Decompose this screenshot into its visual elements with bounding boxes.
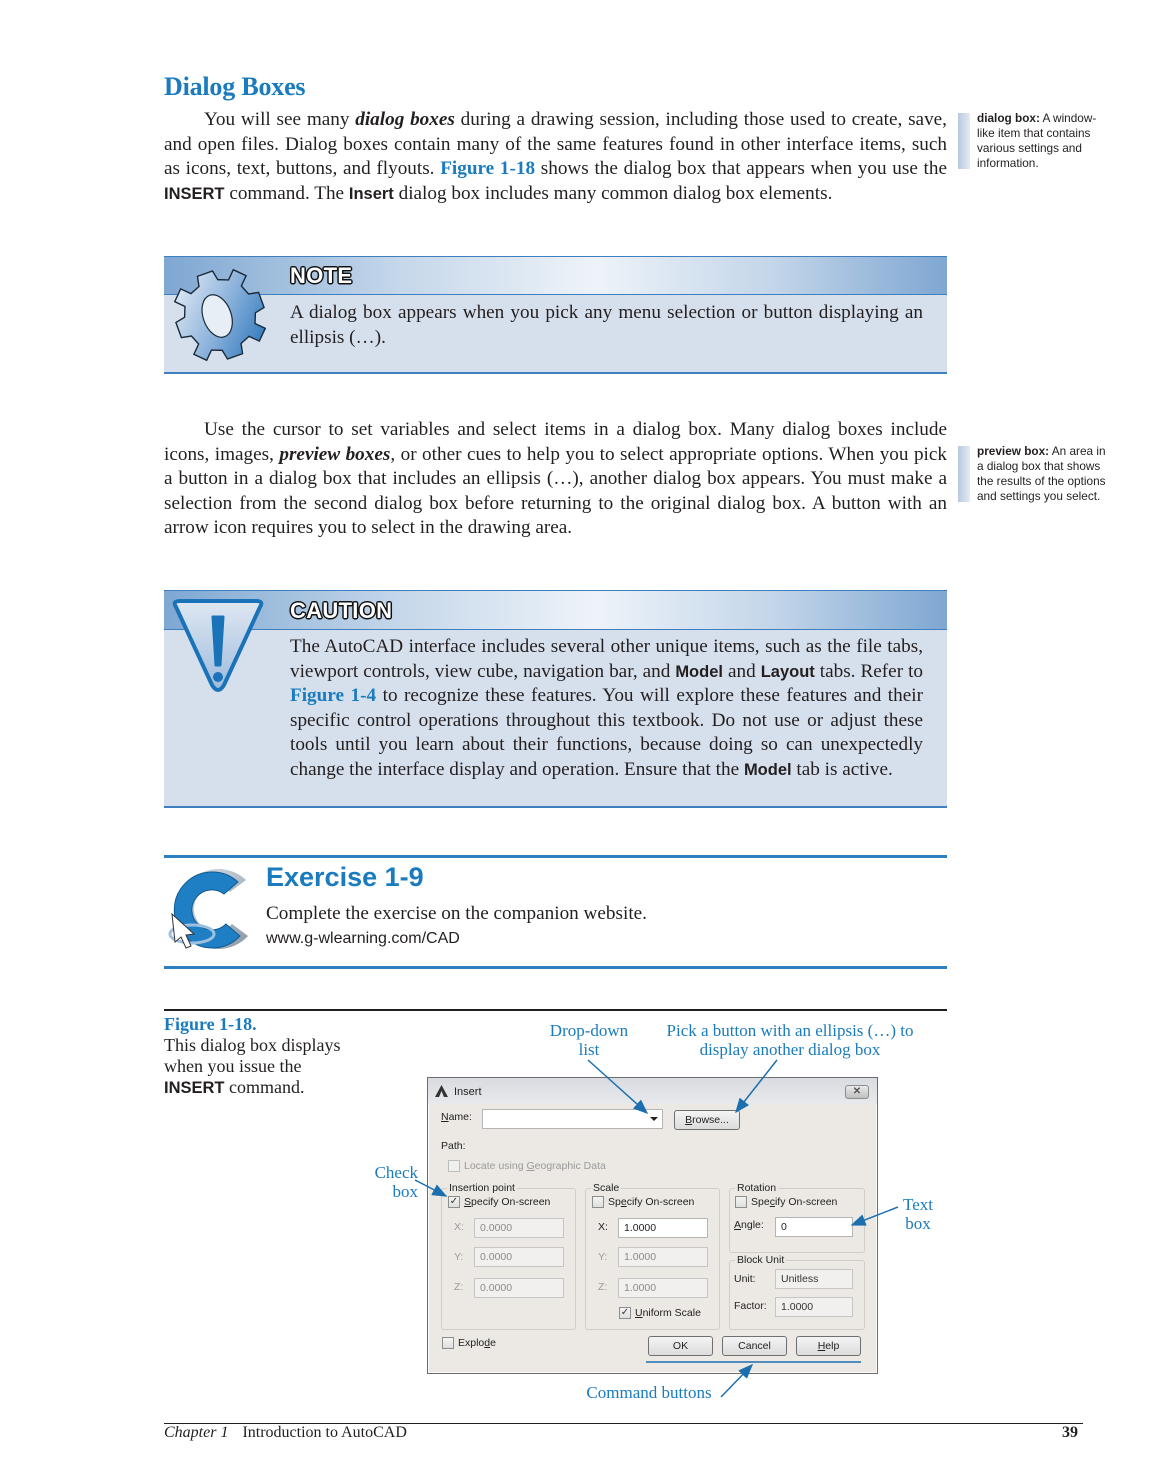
path-label: Path:: [441, 1140, 466, 1152]
uniform-scale-label: Uniform Scale: [635, 1307, 701, 1319]
factor-label: Factor:: [734, 1300, 767, 1312]
scale-z-label: Z:: [598, 1281, 608, 1293]
angle-field[interactable]: 0: [775, 1217, 853, 1237]
annotation-command-buttons: Command buttons: [586, 1383, 712, 1402]
block-unit-group: Block Unit: [729, 1260, 865, 1330]
figure-caption: Figure 1-18. This dialog box displays when you issue the INSERT command.: [164, 1014, 344, 1099]
uniform-scale-checkbox[interactable]: ✓: [620, 1307, 630, 1318]
help-button[interactable]: Help: [796, 1336, 861, 1356]
caution-text: The AutoCAD interface includes several other unique items, such as the file tabs, viewport controls, view cube, navigation bar, and Model and Layout tabs. Refer to Figure 1-4 to recognize these features. You will explore these features and their specific control operations throughout this textbook. Do not use or adjust these tools until you learn about their functions, because doing so can unexpectedly change the interface display and operation. Ensure that the Model tab is active.: [290, 636, 923, 780]
ok-button[interactable]: OK: [648, 1336, 713, 1356]
insertion-y-field[interactable]: 0.0000: [474, 1247, 564, 1267]
term-preview-boxes: preview boxes: [279, 443, 391, 465]
scale-x-label: X:: [598, 1221, 608, 1233]
annotation-text-box: Text box: [903, 1195, 933, 1233]
scale-z-field[interactable]: 1.0000: [618, 1278, 708, 1298]
caution-title: CAUTION: [290, 598, 393, 623]
insertion-y-label: Y:: [454, 1251, 464, 1263]
scale-y-field[interactable]: 1.0000: [618, 1247, 708, 1267]
note-text: A dialog box appears when you pick any menu selection or button displaying an ellipsis (…).: [290, 302, 923, 348]
cancel-button[interactable]: Cancel: [722, 1336, 787, 1356]
term-dialog-boxes: dialog boxes: [355, 109, 455, 130]
insertion-x-label: X:: [454, 1221, 464, 1233]
paragraph-dialog-boxes: You will see many dialog boxes during a drawing session, including those used to create, save, and open files. Dialog boxes contain many of the same features found in other interface items, such as icons, text, buttons, and flyouts. Figure 1-18 shows the dialog box that appears when you use the INSERT command. The Insert dialog box includes many common dialog box elements.: [164, 109, 948, 204]
dialog-name: Insert: [348, 184, 394, 203]
command-name: INSERT: [164, 184, 225, 203]
explode-label: Explode: [458, 1337, 496, 1349]
scale-group: Scale: [585, 1188, 720, 1330]
exercise-title: Exercise 1-9: [266, 862, 424, 892]
scale-specify-onscreen-label: Specify On-screen: [608, 1196, 695, 1208]
note-title: NOTE: [290, 263, 353, 288]
paragraph-dialog-usage: Use the cursor to set variables and select items in a dialog box. Many dialog boxes include icons, images, preview boxes, or other cues to help you to select appropriate options. When you pick a button in a dialog box that includes an ellipsis (…), another dialog box appears. You must make a selection from the second dialog box before returning to the original dialog box. A button with an arrow icon requires you to select in the drawing area.: [164, 419, 947, 538]
name-label: Name:: [441, 1111, 472, 1123]
insertion-specify-onscreen-label: Specify On-screen: [464, 1196, 551, 1208]
section-heading: Dialog Boxes: [164, 72, 306, 101]
unit-label: Unit:: [734, 1273, 756, 1285]
figure-number: Figure 1-18.: [164, 1014, 257, 1034]
angle-label: Angle:: [734, 1219, 764, 1231]
insertion-x-field[interactable]: 0.0000: [474, 1218, 564, 1238]
insertion-z-label: Z:: [454, 1281, 464, 1293]
browse-button[interactable]: Browse...: [674, 1110, 740, 1130]
scale-x-field[interactable]: 1.0000: [618, 1218, 708, 1238]
footer-chapter: Chapter 1 Introduction to AutoCAD: [164, 1424, 407, 1441]
glossary-dialog-box: dialog box: A window-like item that contains various settings and information.: [958, 111, 1108, 171]
factor-field: 1.0000: [775, 1297, 853, 1317]
unit-field: Unitless: [775, 1269, 853, 1289]
exercise-url-link[interactable]: www.g-wlearning.com/CAD: [266, 930, 460, 947]
page-number: 39: [1062, 1424, 1078, 1441]
glossary-preview-box: preview box: An area in a dialog box that shows the results of the options and settings you select.: [958, 444, 1108, 504]
rotation-specify-onscreen-label: Specify On-screen: [751, 1196, 838, 1208]
figure-link-1-4[interactable]: Figure 1-4: [290, 685, 377, 706]
annotation-ellipsis-button: Pick a button with an ellipsis (…) to display another dialog box: [666, 1021, 914, 1059]
geographic-data-label: Locate using Geographic Data: [464, 1160, 606, 1172]
annotation-dropdown-list: Drop-down list: [549, 1021, 629, 1059]
dialog-title: Insert: [454, 1086, 482, 1098]
insertion-z-field[interactable]: 0.0000: [474, 1278, 564, 1298]
insertion-point-group: Insertion point: [441, 1188, 576, 1330]
insertion-specify-onscreen-checkbox[interactable]: ✓: [449, 1196, 459, 1207]
figure-link-1-18[interactable]: Figure 1-18: [440, 158, 536, 179]
close-button[interactable]: ✕: [845, 1085, 869, 1099]
annotation-check-box: Check box: [374, 1163, 418, 1201]
scale-y-label: Y:: [598, 1251, 608, 1263]
exercise-text: Complete the exercise on the companion website.: [266, 903, 647, 924]
rotation-group: Rotation: [729, 1188, 865, 1253]
